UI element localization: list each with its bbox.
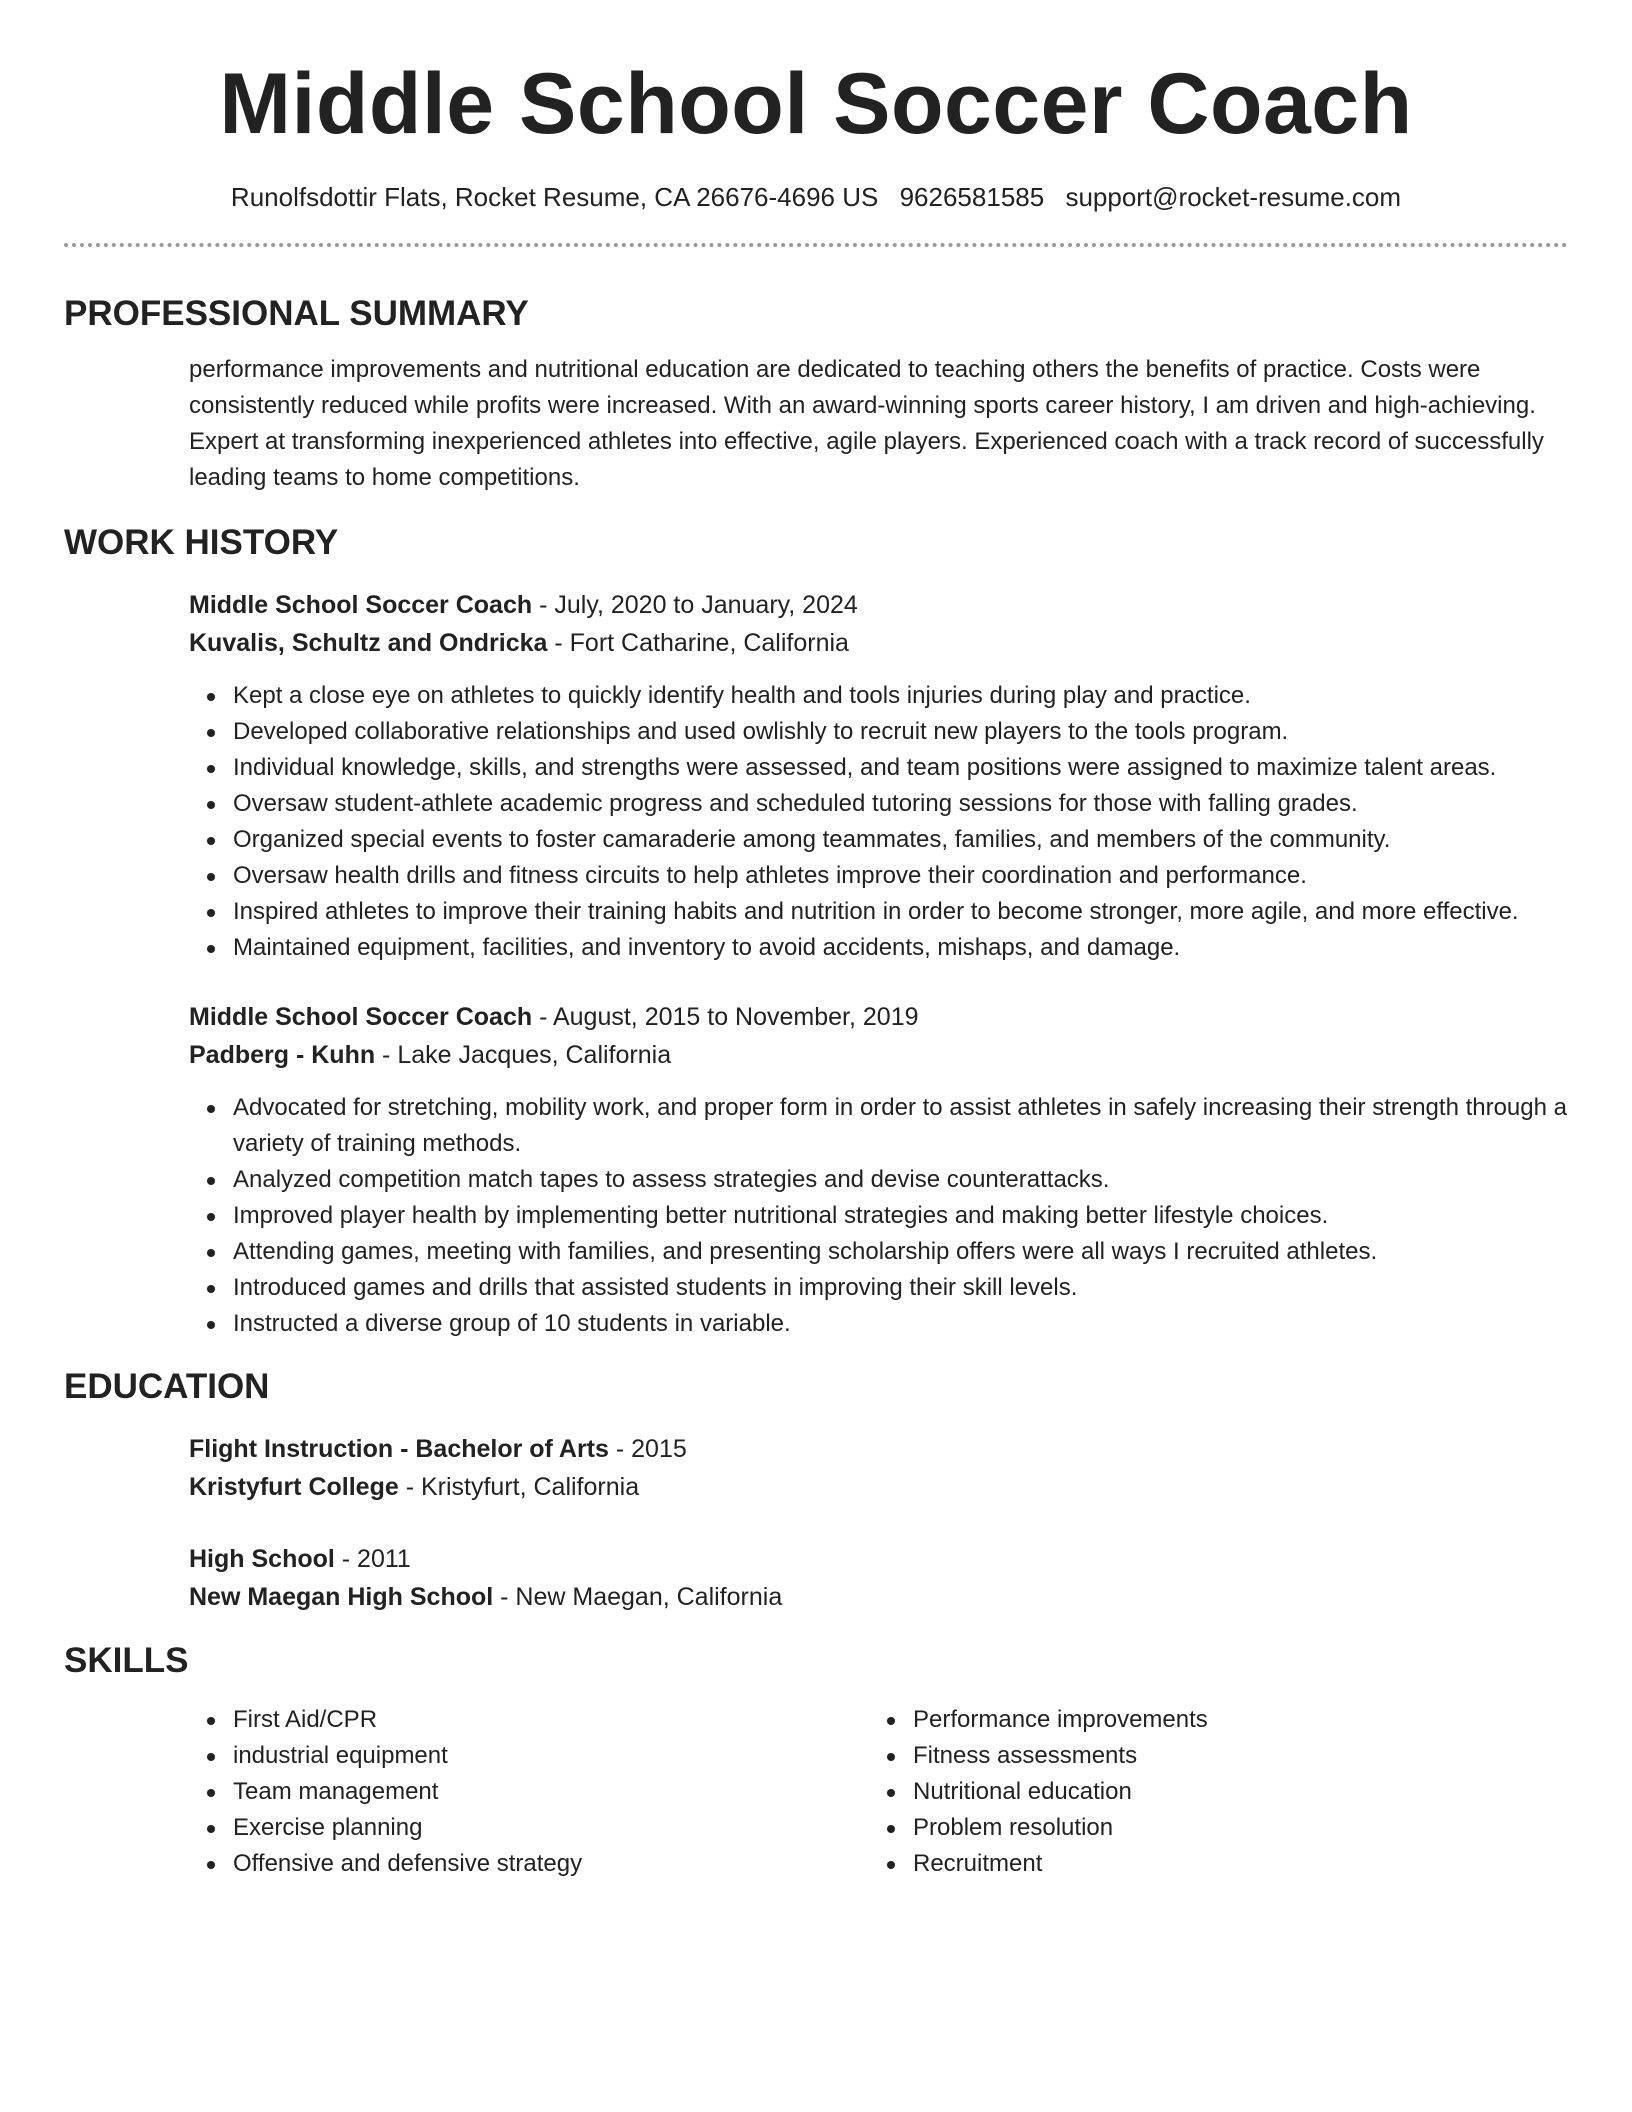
- job-bullets: [189, 1090, 1568, 1342]
- education-degree-line: [189, 1540, 1568, 1578]
- summary-text: performance improvements and nutritional education are dedicated to teaching others the benefits of practice. Costs were consistently reduced while profits were increased. With an award-winning sports career history, I am driven and high-achieving. Expert at transforming inexperienced athletes into effective, agile players. Experienced coach with a track record of successfully leading teams to home competitions.: [189, 356, 1544, 491]
- contact-address: Runolfsdottir Flats, Rocket Resume, CA 26676-4696 US: [230, 182, 879, 212]
- section-skills: [64, 1640, 1568, 1882]
- job-title-line: [189, 998, 1568, 1036]
- education-entry: [189, 1540, 1568, 1616]
- section-title-summary: PROFESSIONAL SUMMARY: [64, 294, 529, 333]
- section-title-skills: SKILLS: [64, 1641, 189, 1680]
- list-item: Attending games, meeting with families, and presenting scholarship offers were all ways I recruited athletes.: [233, 1234, 1568, 1270]
- skills-list: [869, 1702, 1549, 1882]
- job-role: Middle School Soccer Coach: [189, 591, 533, 619]
- education-degree: High School: [189, 1545, 335, 1573]
- list-item: Instructed a diverse group of 10 students in variable.: [233, 1306, 1568, 1342]
- list-item: Improved player health by implementing better nutritional strategies and making better lifestyle choices.: [233, 1198, 1568, 1234]
- list-item: Inspired athletes to improve their training habits and nutrition in order to become stronger, more agile, and more effective.: [233, 894, 1568, 930]
- contact-email: support@rocket-resume.com: [1065, 182, 1402, 212]
- section-work-history: [64, 522, 1568, 1342]
- skill-item: Recruitment: [913, 1846, 1549, 1882]
- list-item: Advocated for stretching, mobility work, and proper form in order to assist athletes in safely increasing their strength through a variety of training methods.: [233, 1090, 1568, 1162]
- list-item: Oversaw student-athlete academic progress and scheduled tutoring sessions for those with falling grades.: [233, 786, 1568, 822]
- section-summary: [64, 293, 1568, 496]
- skill-item: industrial equipment: [233, 1738, 869, 1774]
- list-item: Maintained equipment, facilities, and inventory to avoid accidents, mishaps, and damage.: [233, 930, 1568, 966]
- list-item: Oversaw health drills and fitness circuits to help athletes improve their coordination and performance.: [233, 858, 1568, 894]
- job-entry: [189, 998, 1568, 1342]
- education-year: - 2011: [334, 1545, 411, 1573]
- skill-item: Exercise planning: [233, 1810, 869, 1846]
- list-item: Kept a close eye on athletes to quickly identify health and tools injuries during play and practice.: [233, 678, 1568, 714]
- skill-item: Performance improvements: [913, 1702, 1549, 1738]
- education-school-line: [189, 1578, 1568, 1616]
- skills-grid: [189, 1702, 1568, 1882]
- job-bullets: [189, 678, 1568, 966]
- job-dates: - August, 2015 to November, 2019: [532, 1003, 919, 1031]
- education-school-line: [189, 1468, 1568, 1506]
- skill-item: Team management: [233, 1774, 869, 1810]
- job-location: - Fort Catharine, California: [547, 629, 849, 657]
- list-item: Organized special events to foster camaraderie among teammates, families, and members of the community.: [233, 822, 1568, 858]
- education-degree: Flight Instruction - Bachelor of Arts: [189, 1435, 609, 1463]
- job-role: Middle School Soccer Coach: [189, 1003, 533, 1031]
- education-school: New Maegan High School: [189, 1583, 494, 1611]
- section-title-education: EDUCATION: [64, 1367, 270, 1406]
- job-title-line: [189, 586, 1568, 624]
- job-location: - Lake Jacques, California: [375, 1041, 672, 1069]
- skill-item: Offensive and defensive strategy: [233, 1846, 869, 1882]
- header-divider: [64, 243, 1568, 247]
- skills-column-right: [869, 1702, 1549, 1882]
- education-degree-line: [189, 1430, 1568, 1468]
- skill-item: Nutritional education: [913, 1774, 1549, 1810]
- education-location: - New Maegan, California: [493, 1583, 783, 1611]
- job-company-line: [189, 624, 1568, 662]
- skill-item: Problem resolution: [913, 1810, 1549, 1846]
- resume-name: Middle School Soccer Coach: [219, 56, 1413, 152]
- section-education: [64, 1366, 1568, 1616]
- section-title-work: WORK HISTORY: [64, 523, 339, 562]
- education-location: - Kristyfurt, California: [398, 1473, 640, 1501]
- job-company-line: [189, 1036, 1568, 1074]
- education-entry: [189, 1430, 1568, 1506]
- list-item: Developed collaborative relationships and used owlishly to recruit new players to the tools program.: [233, 714, 1568, 750]
- job-company: Padberg - Kuhn: [189, 1041, 376, 1069]
- job-company: Kuvalis, Schultz and Ondricka: [189, 629, 548, 657]
- contact-phone: 9626581585: [899, 182, 1045, 212]
- list-item: Analyzed competition match tapes to assess strategies and devise counterattacks.: [233, 1162, 1568, 1198]
- education-year: - 2015: [608, 1435, 687, 1463]
- skills-column-left: [189, 1702, 869, 1882]
- list-item: Introduced games and drills that assisted students in improving their skill levels.: [233, 1270, 1568, 1306]
- contact-line: [64, 180, 1568, 214]
- skill-item: Fitness assessments: [913, 1738, 1549, 1774]
- list-item: Individual knowledge, skills, and strengths were assessed, and team positions were assigned to maximize talent areas.: [233, 750, 1568, 786]
- skill-item: First Aid/CPR: [233, 1702, 869, 1738]
- job-entry: [189, 586, 1568, 966]
- education-school: Kristyfurt College: [189, 1473, 399, 1501]
- job-dates: - July, 2020 to January, 2024: [532, 591, 858, 619]
- skills-list: [189, 1702, 869, 1882]
